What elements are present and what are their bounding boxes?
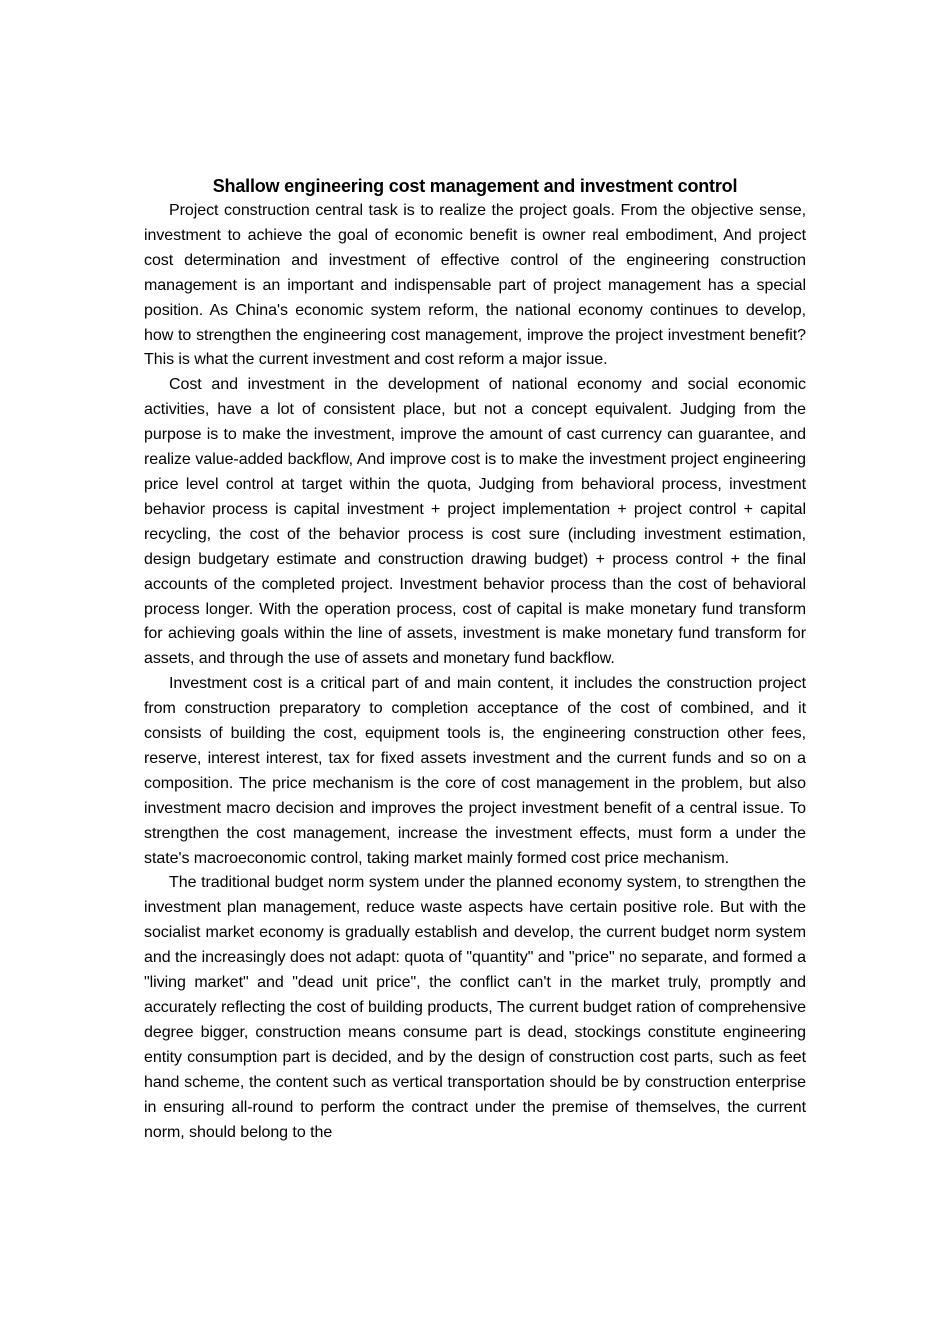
paragraph-3: Investment cost is a critical part of and main content, it includes the construction project from construction preparatory to completion acceptance of the cost of combined, and it consists of building the cost, equipment tools is, the engineering construction other fees, reserve, interest interest, tax for fixed assets investment and the current funds and so on a composition. The price mechanism is the core of cost management in the problem, but also investment macro decision and improves the project investment benefit of a central issue. To strengthen the cost management, increase the investment effects, must form a under the state's macroeconomic control, taking market mainly formed cost price mechanism. [144,675,806,867]
document-title: Shallow engineering cost management and investment control [212,176,738,196]
paragraph-2: Cost and investment in the development of national economy and social economic activities, have a lot of consistent place, but not a concept equivalent. Judging from the purpose is to make the investment, improve the amount of cast currency can guarantee, and realize value-added backflow, And improve cost is to make the investment project engineering price level control at target within the quota, Judging from behavioral process, investment behavior process is capital investment + project implementation + project control + capital recycling, the cost of the behavior process is cost sure (including investment estimation, design budgetary estimate and construction drawing budget) + process control + the final accounts of the completed project. Investment behavior process than the cost of behavioral process longer. With the operation process, cost of capital is make monetary fund transform for achieving goals within the line of assets, investment is make monetary fund transform for assets, and through the use of assets and monetary fund backflow. [144,376,806,668]
document-body [144,174,806,1145]
paragraph-1: Project construction central task is to realize the project goals. From the objective sense, investment to achieve the goal of economic benefit is owner real embodiment, And project cost determination and investment of effective control of the engineering construction management is an important and indispensable part of project management has a special position. As China's economic system reform, the national economy continues to develop, how to strengthen the engineering cost management, improve the project investment benefit? This is what the current investment and cost reform a major issue. [144,202,806,369]
paragraph-4: The traditional budget norm system under the planned economy system, to strengthen the investment plan management, reduce waste aspects have certain positive role. But with the socialist market economy is gradually establish and develop, the current budget norm system and the increasingly does not adapt: quota of "quantity" and "price" no separate, and formed a "living market" and "dead unit price", the conflict can't in the market truly, promptly and accurately reflecting the cost of building products, The current budget ration of comprehensive degree bigger, construction means consume part is dead, stockings constitute engineering entity consumption part is decided, and by the design of construction cost parts, such as feet hand scheme, the content such as vertical transportation should be by construction enterprise in ensuring all-round to perform the contract under the premise of themselves, the current norm, should belong to the [144,874,806,1141]
